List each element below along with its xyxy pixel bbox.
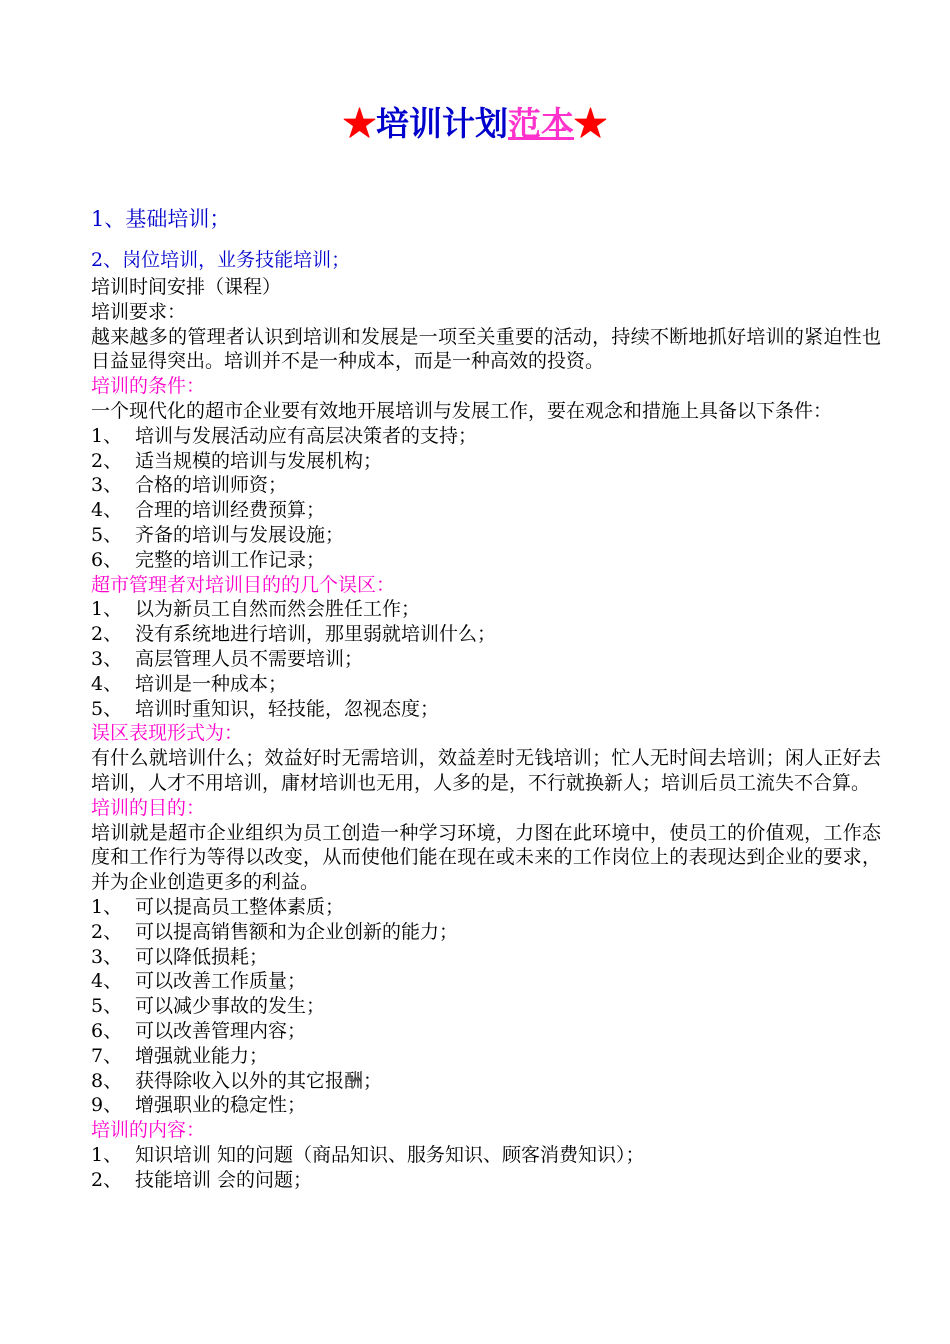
list-item [91, 895, 881, 920]
purpose-paragraph: 培训就是超市企业组织为员工创造一种学习环境，力图在此环境中，使员工的价值观，工作态度和工作行为等得以改变，从而使他们能在现在或未来的工作岗位上的表现达到企业的要求，并为企业创造更多的利益。 [91, 821, 881, 894]
list-item [91, 597, 881, 622]
list-item [91, 449, 881, 474]
list-item-number: 7、 [91, 1044, 123, 1067]
list-item-text: 齐备的培训与发展设施； [135, 523, 345, 546]
list-item-text: 可以改善工作质量； [135, 970, 307, 993]
list-item-number: 2、 [91, 623, 123, 646]
star-right-icon: ★ [574, 104, 607, 143]
list-item-text: 增强职业的稳定性； [135, 1094, 307, 1117]
list-item-text: 可以改善管理内容； [135, 1019, 307, 1042]
list-item [91, 473, 881, 498]
list-item-text: 合理的培训经费预算； [135, 499, 326, 522]
list-item [91, 1044, 881, 1069]
list-item [91, 697, 881, 722]
list-item-number: 6、 [91, 1019, 123, 1042]
list-item [91, 498, 881, 523]
list-item [91, 523, 881, 548]
list-item-text: 培训时重知识，轻技能，忽视态度； [135, 697, 440, 720]
list-item-text: 获得除收入以外的其它报酬； [135, 1069, 383, 1092]
list-item-number: 4、 [91, 499, 123, 522]
list-item-number: 2、 [91, 920, 123, 943]
list-item-text: 技能培训 会的问题； [135, 1168, 313, 1191]
document-body [91, 200, 881, 1192]
list-item-text: 可以减少事故的发生； [135, 995, 326, 1018]
conditions-heading: 培训的条件： [91, 375, 206, 398]
list-item-text: 培训与发展活动应有高层决策者的支持； [135, 424, 478, 447]
content-list [91, 1143, 881, 1193]
forms-paragraph: 有什么就培训什么；效益好时无需培训，效益差时无钱培训；忙人无时间去培训；闲人正好去培训，人才不用培训，庸材培训也无用，人多的是，不行就换新人；培训后员工流失不合算。 [91, 747, 881, 794]
list-item-text: 以为新员工自然而然会胜任工作； [135, 598, 421, 621]
list-item-number: 6、 [91, 548, 123, 571]
list-item [91, 424, 881, 449]
forms-heading: 误区表现形式为： [91, 722, 244, 745]
list-item-text: 没有系统地进行培训，那里弱就培训什么； [135, 623, 497, 646]
list-item-text: 可以提高员工整体素质； [135, 895, 345, 918]
heading-post-training: 2、岗位培训，业务技能培训； [91, 249, 351, 271]
list-item-number: 4、 [91, 970, 123, 993]
list-item-number: 1、 [91, 895, 123, 918]
conditions-list [91, 424, 881, 573]
list-item-number: 5、 [91, 697, 123, 720]
page-title [0, 100, 950, 148]
list-item-number: 1、 [91, 598, 123, 621]
purpose-list [91, 895, 881, 1118]
purpose-heading: 培训的目的： [91, 796, 206, 819]
list-item-text: 可以降低损耗； [135, 945, 269, 968]
list-item-number: 9、 [91, 1094, 123, 1117]
list-item-number: 3、 [91, 474, 123, 497]
list-item-number: 3、 [91, 945, 123, 968]
list-item-number: 5、 [91, 995, 123, 1018]
list-item [91, 1168, 881, 1193]
list-item [91, 622, 881, 647]
requirements-paragraph: 越来越多的管理者认识到培训和发展是一项至关重要的活动，持续不断地抓好培训的紧迫性也日益显得突出。培训并不是一种成本，而是一种高效的投资。 [91, 325, 881, 373]
misconceptions-list [91, 597, 881, 721]
list-item [91, 920, 881, 945]
title-link[interactable]: 范本 [508, 104, 574, 143]
list-item-text: 完整的培训工作记录； [135, 548, 326, 571]
list-item [91, 945, 881, 970]
schedule-line: 培训时间安排（课程） [91, 276, 282, 298]
list-item [91, 1093, 881, 1118]
list-item-text: 合格的培训师资； [135, 474, 288, 497]
list-item-text: 增强就业能力； [135, 1044, 269, 1067]
conditions-intro: 一个现代化的超市企业要有效地开展培训与发展工作，要在观念和措施上具备以下条件： [91, 399, 833, 422]
requirements-label: 培训要求： [91, 300, 187, 323]
list-item-text: 高层管理人员不需要培训； [135, 647, 364, 670]
list-item-number: 2、 [91, 449, 123, 472]
list-item-number: 1、 [91, 1143, 123, 1166]
star-left-icon: ★ [343, 104, 376, 143]
list-item [91, 647, 881, 672]
list-item [91, 672, 881, 697]
list-item-number: 3、 [91, 647, 123, 670]
list-item [91, 548, 881, 573]
list-item [91, 1069, 881, 1094]
list-item-number: 4、 [91, 672, 123, 695]
list-item-number: 2、 [91, 1168, 123, 1191]
content-heading: 培训的内容： [91, 1119, 206, 1142]
list-item-text: 适当规模的培训与发展机构； [135, 449, 383, 472]
list-item [91, 994, 881, 1019]
title-main-text: 培训计划 [376, 104, 508, 143]
list-item [91, 969, 881, 994]
list-item-text: 知识培训 知的问题（商品知识、服务知识、顾客消费知识）； [135, 1143, 645, 1166]
list-item-number: 1、 [91, 424, 123, 447]
list-item [91, 1143, 881, 1168]
list-item [91, 1019, 881, 1044]
list-item-text: 培训是一种成本； [135, 672, 288, 695]
misconceptions-heading: 超市管理者对培训目的的几个误区： [91, 573, 396, 596]
list-item-number: 5、 [91, 523, 123, 546]
list-item-number: 8、 [91, 1069, 123, 1092]
heading-basic-training: 1、基础培训； [91, 207, 231, 231]
list-item-text: 可以提高销售额和为企业创新的能力； [135, 920, 459, 943]
